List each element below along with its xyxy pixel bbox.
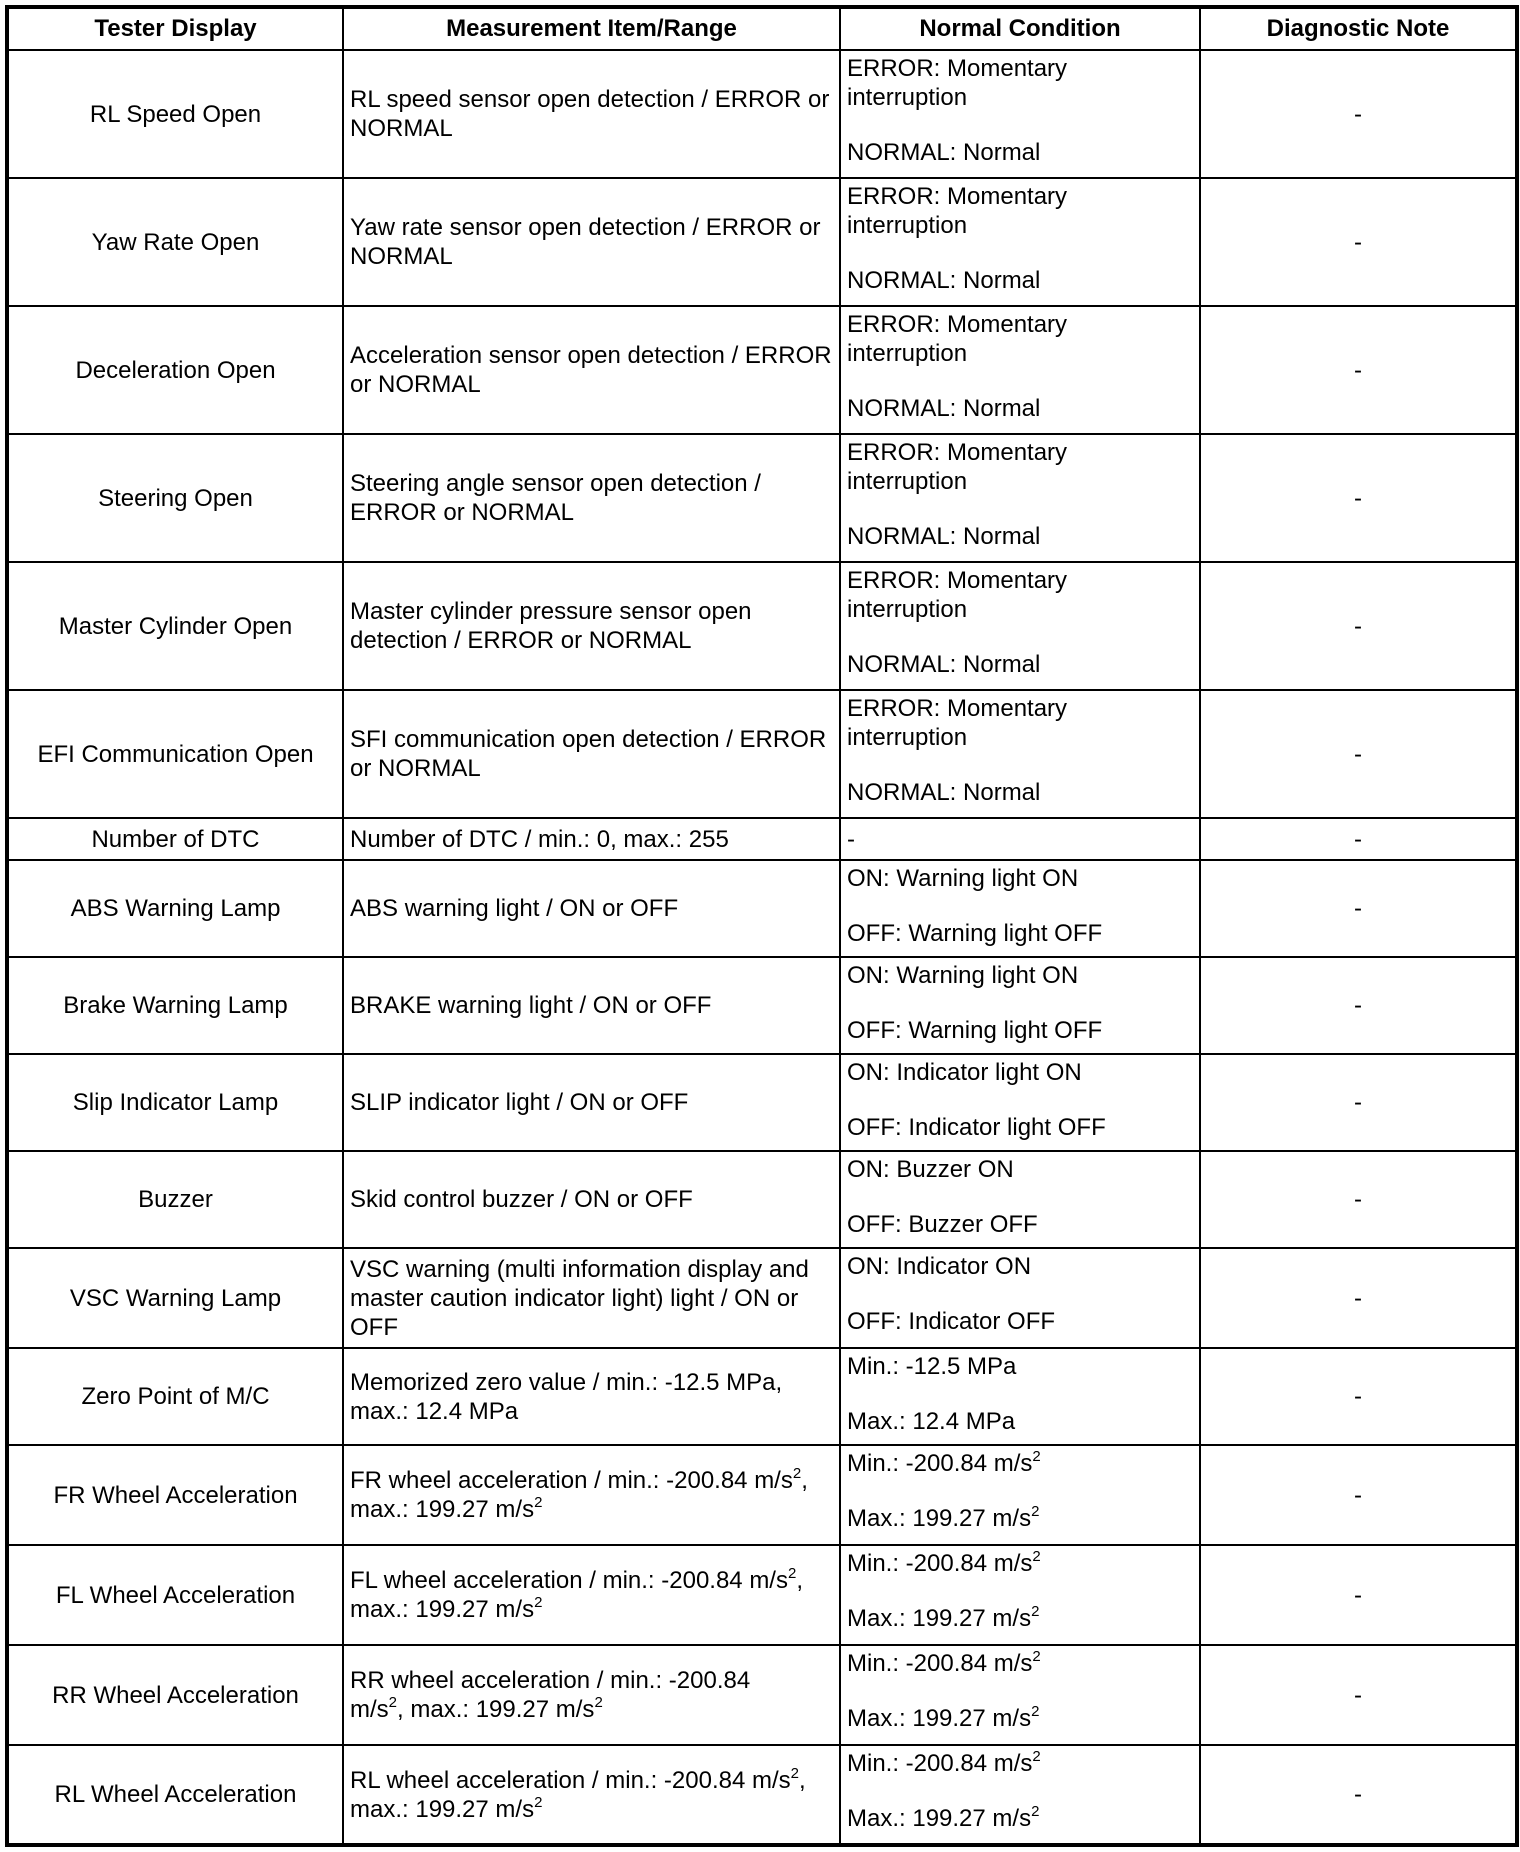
- diagnostic-note-cell: -: [1200, 1348, 1517, 1445]
- measurement-item-cell: [343, 1545, 840, 1645]
- table-row: [7, 1054, 1517, 1151]
- normal-condition-cell: [840, 1445, 1200, 1545]
- condition-line: NORMAL: Normal: [847, 139, 1041, 166]
- superscript: 2: [388, 1694, 398, 1711]
- superscript: 2: [790, 1764, 799, 1782]
- superscript: 2: [1031, 1803, 1040, 1820]
- measurement-item-cell: SLIP indicator light / ON or OFF: [343, 1054, 840, 1151]
- condition-text: Min.: -200.84 m/s: [847, 1450, 1033, 1477]
- tester-display-cell: ABS Warning Lamp: [7, 860, 343, 957]
- tester-data-table: [5, 5, 1519, 1847]
- diagnostic-note-cell: -: [1200, 860, 1517, 957]
- condition-line: [847, 1804, 1193, 1833]
- header-measurement-item: Measurement Item/Range: [343, 7, 840, 50]
- condition-line: OFF: Warning light OFF: [847, 1017, 1103, 1044]
- table-row: [7, 860, 1517, 957]
- diagnostic-note-cell: -: [1200, 1645, 1517, 1745]
- tester-display-cell: EFI Communication Open: [7, 690, 343, 818]
- tester-display-cell: Slip Indicator Lamp: [7, 1054, 343, 1151]
- measurement-item-cell: RL speed sensor open detection / ERROR or NORMAL: [343, 50, 840, 178]
- condition-line: ERROR: Momentary interruption: [847, 183, 1068, 239]
- condition-line: OFF: Indicator light OFF: [847, 1114, 1106, 1141]
- table-row: [7, 306, 1517, 434]
- table-row: [7, 1445, 1517, 1545]
- normal-condition-cell: [840, 178, 1200, 306]
- superscript: 2: [787, 1565, 797, 1582]
- normal-condition-cell: [840, 1545, 1200, 1645]
- header-tester-display: Tester Display: [7, 7, 343, 50]
- diagnostic-note-cell: -: [1200, 1445, 1517, 1545]
- superscript: 2: [1031, 1503, 1040, 1520]
- superscript: 2: [594, 1694, 603, 1711]
- condition-line: NORMAL: Normal: [847, 779, 1041, 806]
- measurement-item-cell: VSC warning (multi information display and master caution indicator light) light / ON or OFF: [343, 1248, 840, 1348]
- condition-line: [847, 1650, 1041, 1677]
- table-row: [7, 818, 1517, 860]
- item-text: ,: [799, 1766, 806, 1794]
- tester-display-cell: FL Wheel Acceleration: [7, 1545, 343, 1645]
- item-text: RR wheel acceleration / min.: -200.84: [350, 1667, 751, 1694]
- tester-display-cell: Steering Open: [7, 434, 343, 562]
- measurement-item-cell: [343, 1645, 840, 1745]
- normal-condition-cell: [840, 860, 1200, 957]
- diagnostic-note-cell: -: [1200, 178, 1517, 306]
- condition-line: ERROR: Momentary interruption: [847, 311, 1068, 367]
- table-row: [7, 50, 1517, 178]
- table-row: [7, 690, 1517, 818]
- diagnostic-note-cell: -: [1200, 818, 1517, 860]
- diagnostic-note-cell: -: [1200, 1248, 1517, 1348]
- normal-condition-cell: [840, 690, 1200, 818]
- tester-display-cell: Brake Warning Lamp: [7, 957, 343, 1054]
- superscript: 2: [534, 1594, 543, 1611]
- condition-text: Max.: 199.27 m/s: [847, 1505, 1032, 1532]
- diagnostic-note-cell: -: [1200, 434, 1517, 562]
- table-row: [7, 957, 1517, 1054]
- item-text: m/s: [350, 1696, 389, 1723]
- condition-line: OFF: Indicator OFF: [847, 1308, 1056, 1335]
- measurement-item-cell: Master cylinder pressure sensor open detection / ERROR or NORMAL: [343, 562, 840, 690]
- condition-line: ERROR: Momentary interruption: [847, 55, 1068, 111]
- condition-line: ON: Warning light ON: [847, 962, 1079, 989]
- tester-display-cell: RL Speed Open: [7, 50, 343, 178]
- measurement-item-cell: Memorized zero value / min.: -12.5 MPa, max.: 12.4 MPa: [343, 1348, 840, 1445]
- condition-line: [847, 1750, 1041, 1777]
- superscript: 2: [1032, 1548, 1041, 1565]
- condition-line: OFF: Warning light OFF: [847, 920, 1103, 947]
- condition-line: [847, 1604, 1193, 1633]
- tester-display-cell: VSC Warning Lamp: [7, 1248, 343, 1348]
- measurement-item-cell: [343, 1745, 840, 1845]
- condition-line: ON: Indicator light ON: [847, 1059, 1082, 1086]
- diagnostic-note-cell: -: [1200, 690, 1517, 818]
- condition-text: Min.: -200.84 m/s: [847, 1550, 1033, 1577]
- item-text: , max.: 199.27 m/s: [397, 1696, 595, 1723]
- table-row: [7, 178, 1517, 306]
- diagnostic-note-cell: -: [1200, 1545, 1517, 1645]
- measurement-item-cell: SFI communication open detection / ERROR or NORMAL: [343, 690, 840, 818]
- diagnostic-note-cell: -: [1200, 562, 1517, 690]
- condition-line: [847, 1704, 1193, 1733]
- item-text: FR wheel acceleration / min.: -200.84 m/s: [350, 1467, 793, 1494]
- table-row: [7, 1645, 1517, 1745]
- tester-display-cell: Zero Point of M/C: [7, 1348, 343, 1445]
- tester-display-cell: Master Cylinder Open: [7, 562, 343, 690]
- condition-line: ON: Indicator ON: [847, 1253, 1032, 1280]
- header-diagnostic-note: Diagnostic Note: [1200, 7, 1517, 50]
- item-text: max.: 199.27 m/s: [350, 1795, 535, 1823]
- condition-line: ON: Warning light ON: [847, 865, 1079, 892]
- table-header-row: [7, 7, 1517, 50]
- measurement-item-cell: Steering angle sensor open detection / ERROR or NORMAL: [343, 434, 840, 562]
- condition-line: NORMAL: Normal: [847, 267, 1041, 294]
- superscript: 2: [1032, 1448, 1041, 1465]
- item-text: max.: 199.27 m/s: [350, 1496, 535, 1523]
- condition-line: [847, 1450, 1041, 1477]
- measurement-item-cell: [343, 1445, 840, 1545]
- tester-display-cell: Number of DTC: [7, 818, 343, 860]
- measurement-item-cell: Acceleration sensor open detection / ERROR or NORMAL: [343, 306, 840, 434]
- tester-display-cell: Yaw Rate Open: [7, 178, 343, 306]
- normal-condition-cell: [840, 957, 1200, 1054]
- normal-condition-cell: -: [840, 818, 1200, 860]
- normal-condition-cell: [840, 50, 1200, 178]
- measurement-item-cell: ABS warning light / ON or OFF: [343, 860, 840, 957]
- condition-text: Max.: 199.27 m/s: [847, 1705, 1032, 1732]
- condition-line: ON: Buzzer ON: [847, 1156, 1014, 1183]
- superscript: 2: [1032, 1648, 1041, 1665]
- item-text: ,: [801, 1467, 808, 1494]
- table-row: [7, 1545, 1517, 1645]
- measurement-item-cell: Skid control buzzer / ON or OFF: [343, 1151, 840, 1248]
- superscript: 2: [534, 1494, 543, 1511]
- condition-text: Max.: 199.27 m/s: [847, 1605, 1032, 1632]
- normal-condition-cell: [840, 1151, 1200, 1248]
- condition-line: ERROR: Momentary interruption: [847, 567, 1068, 623]
- normal-condition-cell: [840, 1745, 1200, 1845]
- data-list-sheet: [5, 5, 1515, 1847]
- item-text: ,: [796, 1567, 803, 1594]
- condition-line: [847, 1550, 1041, 1577]
- diagnostic-note-cell: -: [1200, 50, 1517, 178]
- normal-condition-cell: [840, 1348, 1200, 1445]
- condition-text: Min.: -200.84 m/s: [847, 1650, 1033, 1677]
- condition-line: Min.: -12.5 MPa: [847, 1353, 1017, 1380]
- tester-display-cell: FR Wheel Acceleration: [7, 1445, 343, 1545]
- tester-display-cell: RL Wheel Acceleration: [7, 1745, 343, 1845]
- table-row: [7, 1248, 1517, 1348]
- measurement-item-cell: Number of DTC / min.: 0, max.: 255: [343, 818, 840, 860]
- condition-line: NORMAL: Normal: [847, 395, 1041, 422]
- diagnostic-note-cell: -: [1200, 957, 1517, 1054]
- condition-line: ERROR: Momentary interruption: [847, 439, 1068, 495]
- table-row: [7, 1151, 1517, 1248]
- condition-line: OFF: Buzzer OFF: [847, 1211, 1038, 1238]
- measurement-item-cell: BRAKE warning light / ON or OFF: [343, 957, 840, 1054]
- tester-display-cell: Buzzer: [7, 1151, 343, 1248]
- condition-text: Min.: -200.84 m/s: [847, 1750, 1033, 1777]
- superscript: 2: [792, 1465, 802, 1482]
- condition-line: NORMAL: Normal: [847, 651, 1041, 678]
- superscript: 2: [534, 1793, 543, 1811]
- diagnostic-note-cell: -: [1200, 1054, 1517, 1151]
- table-row: [7, 562, 1517, 690]
- item-text: RL wheel acceleration / min.: -200.84 m/s: [350, 1766, 791, 1794]
- tester-display-cell: RR Wheel Acceleration: [7, 1645, 343, 1745]
- condition-line: ERROR: Momentary interruption: [847, 695, 1068, 751]
- table-row: [7, 1348, 1517, 1445]
- superscript: 2: [1032, 1748, 1041, 1765]
- measurement-item-cell: Yaw rate sensor open detection / ERROR or NORMAL: [343, 178, 840, 306]
- superscript: 2: [1031, 1703, 1040, 1720]
- table-row: [7, 1745, 1517, 1845]
- superscript: 2: [1031, 1603, 1040, 1620]
- condition-line: [847, 1504, 1193, 1533]
- condition-line: NORMAL: Normal: [847, 523, 1041, 550]
- tester-display-cell: Deceleration Open: [7, 306, 343, 434]
- condition-line: Max.: 12.4 MPa: [847, 1408, 1016, 1435]
- normal-condition-cell: [840, 562, 1200, 690]
- normal-condition-cell: [840, 1645, 1200, 1745]
- item-text: FL wheel acceleration / min.: -200.84 m/s: [350, 1567, 788, 1594]
- normal-condition-cell: [840, 434, 1200, 562]
- table-row: [7, 434, 1517, 562]
- normal-condition-cell: [840, 1054, 1200, 1151]
- condition-text: Max.: 199.27 m/s: [847, 1805, 1032, 1832]
- diagnostic-note-cell: -: [1200, 1151, 1517, 1248]
- diagnostic-note-cell: -: [1200, 1745, 1517, 1845]
- item-text: max.: 199.27 m/s: [350, 1596, 535, 1623]
- normal-condition-cell: [840, 1248, 1200, 1348]
- header-normal-condition: Normal Condition: [840, 7, 1200, 50]
- normal-condition-cell: [840, 306, 1200, 434]
- diagnostic-note-cell: -: [1200, 306, 1517, 434]
